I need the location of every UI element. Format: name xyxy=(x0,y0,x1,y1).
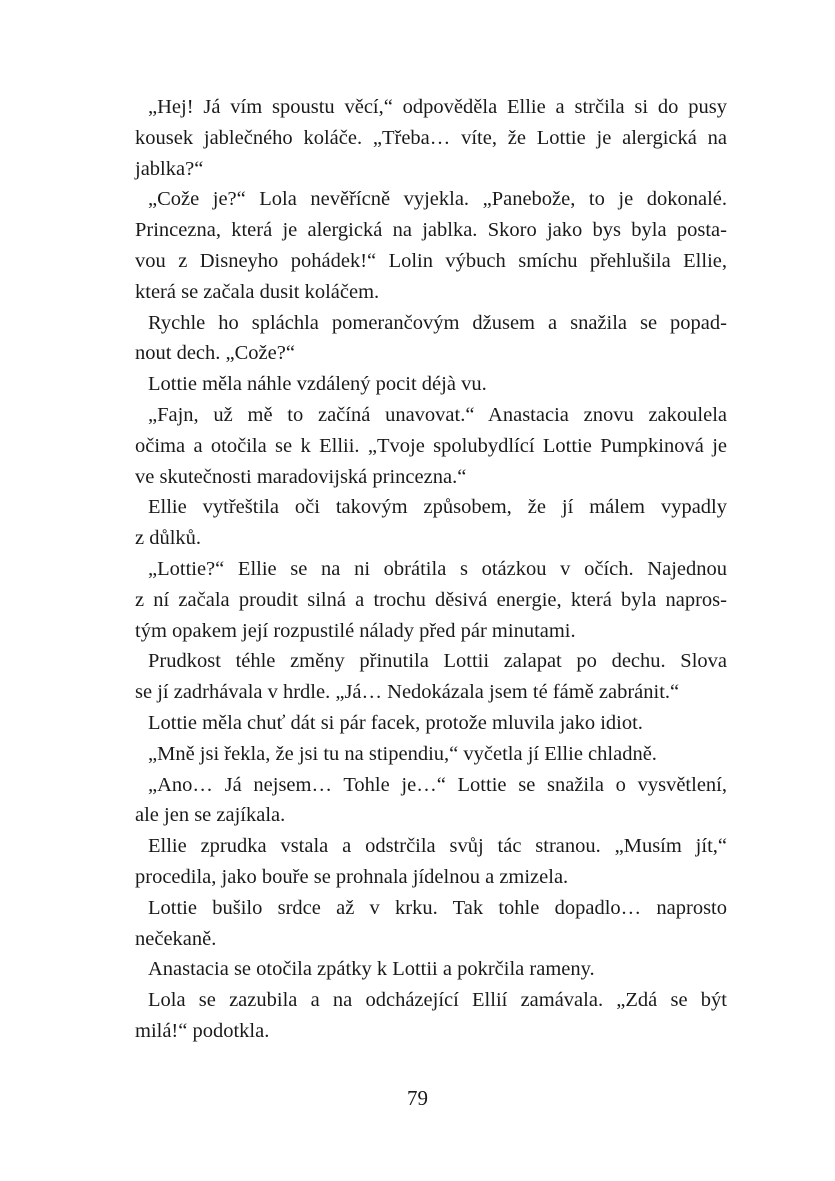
text-line: milá!“ podotkla. xyxy=(135,1019,270,1042)
paragraph xyxy=(135,708,727,739)
body-text xyxy=(135,92,727,1047)
text-line: nout dech. „Cože?“ xyxy=(135,342,295,365)
page-number: 79 xyxy=(407,1086,428,1110)
paragraph xyxy=(135,554,727,646)
text-line: procedila, jako bouře se prohnala jídelnou a zmizela. xyxy=(135,865,569,888)
text-line: „Hej! Já vím spoustu věcí,“ odpověděla Ellie a strčila si do pusy xyxy=(148,96,727,118)
text-line: Lottie měla chuť dát si pár facek, protože mluvila jako idiot. xyxy=(148,711,643,734)
paragraph xyxy=(135,770,727,832)
paragraph xyxy=(135,646,727,708)
paragraph xyxy=(135,985,727,1047)
paragraph xyxy=(135,492,727,554)
text-line: Lola se zazubila a na odcházející Ellií zamávala. „Zdá se být xyxy=(148,989,727,1012)
text-line: nečekaně. xyxy=(135,927,217,950)
text-line: z důlků. xyxy=(135,527,202,550)
text-line: která se začala dusit koláčem. xyxy=(135,280,380,303)
paragraph xyxy=(135,92,727,184)
text-line: „Cože je?“ Lola nevěřícně vyjekla. „Panebože, to je dokonalé. xyxy=(148,188,727,211)
text-line: jablka?“ xyxy=(135,157,204,180)
paragraph xyxy=(135,369,727,400)
text-line: kousek jablečného koláče. „Třeba… víte, že Lottie je alergická na xyxy=(135,126,727,149)
text-line: Rychle ho spláchla pomerančovým džusem a snažila se popad- xyxy=(148,311,727,334)
text-line: Ellie zprudka vstala a odstrčila svůj tác stranou. „Musím jít,“ xyxy=(148,835,727,858)
paragraph xyxy=(135,184,727,307)
text-line: „Lottie?“ Ellie se na ni obrátila s otázkou v očích. Najednou xyxy=(148,557,727,580)
text-line: „Ano… Já nejsem… Tohle je…“ Lottie se snažila o vysvětlení, xyxy=(148,773,727,796)
paragraph xyxy=(135,954,727,985)
paragraph xyxy=(135,893,727,955)
paragraph xyxy=(135,739,727,770)
text-line: Prudkost téhle změny přinutila Lottii zalapat po dechu. Slova xyxy=(148,650,727,673)
text-line: ve skutečnosti maradovijská princezna.“ xyxy=(135,465,467,488)
text-line: „Fajn, už mě to začíná unavovat.“ Anastacia znovu zakoulela xyxy=(148,403,727,426)
text-line: ale jen se zajíkala. xyxy=(135,804,286,827)
text-line: Anastacia se otočila zpátky k Lottii a pokrčila rameny. xyxy=(148,958,595,981)
text-line: Lottie měla náhle vzdálený pocit déjà vu. xyxy=(148,373,487,396)
text-line: Ellie vytřeštila oči takovým způsobem, že jí málem vypadly xyxy=(148,496,727,519)
text-line: tým opakem její rozpustilé nálady před pár minutami. xyxy=(135,619,576,642)
paragraph xyxy=(135,400,727,492)
text-line: se jí zadrhávala v hrdle. „Já… Nedokázala jsem té fámě zabránit.“ xyxy=(135,681,680,704)
paragraph xyxy=(135,831,727,893)
text-line: očima a otočila se k Ellii. „Tvoje spolubydlící Lottie Pumpkinová je xyxy=(135,434,727,457)
text-line: vou z Disneyho pohádek!“ Lolin výbuch smíchu přehlušila Ellie, xyxy=(135,249,727,272)
text-line: Lottie bušilo srdce až v krku. Tak tohle dopadlo… naprosto xyxy=(148,896,727,919)
text-line: „Mně jsi řekla, že jsi tu na stipendiu,“ vyčetla jí Ellie chladně. xyxy=(148,742,657,765)
text-line: z ní začala proudit silná a trochu děsivá energie, která byla napros- xyxy=(135,588,727,611)
paragraph xyxy=(135,308,727,370)
text-line: Princezna, která je alergická na jablka. Skoro jako bys byla posta- xyxy=(135,219,727,242)
